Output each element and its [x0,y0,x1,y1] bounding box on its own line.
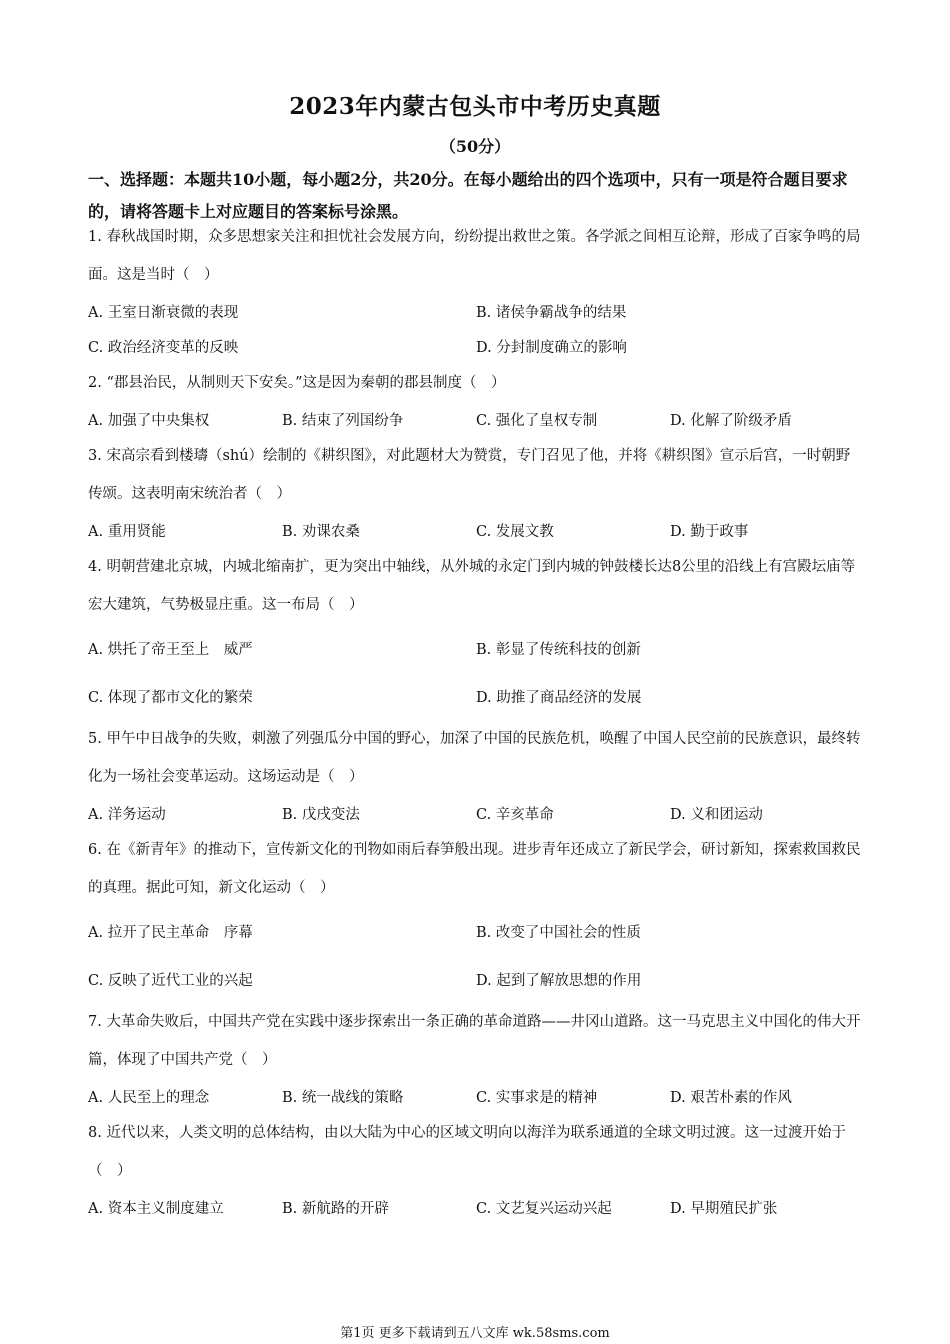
option-row [88,513,863,548]
option-c: C. 发展文教 [476,524,554,540]
option-c: C. 实事求是的精神 [476,1090,598,1106]
option-c: C. 辛亥革命 [476,807,554,823]
option-d: D. 早期殖民扩张 [670,1201,778,1217]
option-row [88,294,863,329]
section-instruction: 一、选择题：本题共10小题，每小题2分，共20分。在每小题给出的四个选项中，只有一项是符合题目要求的，请将答题卡上对应题目的答案标号涂黑。 [88,170,848,221]
option-c: C. 文艺复兴运动兴起 [476,1201,612,1217]
question-stem: 6. 在《新青年》的推动下，宣传新文化的刊物如雨后春笋般出现。进步青年还成立了新民学会，研讨新知，探索救国救民的真理。据此可知，新文化运动（ ） [88,842,861,896]
question-list [88,218,863,1225]
option-a: A. 人民至上的理念 [88,1090,210,1106]
option-b: B. 改变了中国社会的性质 [476,924,641,941]
option-b: B. 劝课农桑 [282,524,360,540]
option-d: D. 起到了解放思想的作用 [476,972,642,989]
option-b: B. 戊戌变法 [282,807,360,823]
question-stem: 5. 甲午中日战争的失败，刺激了列强瓜分中国的野心，加深了中国的民族危机，唤醒了中国人民空前的民族意识，最终转化为一场社会变革运动。这场运动是（ ） [88,731,861,785]
question [88,364,863,437]
option-row [88,624,863,672]
option-a: A. 洋务运动 [88,807,166,823]
option-b: B. 统一战线的策略 [282,1090,404,1106]
option-row [88,1079,863,1114]
question [88,437,863,548]
option-d: D. 助推了商品经济的发展 [476,689,642,706]
question-stem: 3. 宋高宗看到楼璹（shú）绘制的《耕织图》，对此题材大为赞赏，专门召见了他，并将《耕织图》宣示后宫，一时朝野传颂。这表明南宋统治者（ ） [88,448,851,502]
option-d: D. 艰苦朴素的作风 [670,1090,792,1106]
option-row [88,1190,863,1225]
question-stem: 8. 近代以来，人类文明的总体结构，由以大陆为中心的区域文明向以海洋为联系通道的全球文明过渡。这一过渡开始于（ ） [88,1125,846,1179]
option-row [88,796,863,831]
question [88,831,863,1003]
option-row [88,329,863,364]
option-c: C. 反映了近代工业的兴起 [88,972,253,989]
option-b: B. 结束了列国纷争 [282,413,404,429]
option-b: B. 诸侯争霸战争的结果 [476,305,627,321]
option-row [88,955,863,1003]
option-row [88,907,863,955]
total-score: （50分） [439,137,511,156]
option-row [88,402,863,437]
question-stem: 4. 明朝营建北京城，内城北缩南扩，更为突出中轴线，从外城的永定门到内城的钟鼓楼长达8公里的沿线上有宫殿坛庙等宏大建筑，气势极显庄重。这一布局（ ） [88,559,856,613]
option-a: A. 加强了中央集权 [88,413,210,429]
option-d: D. 化解了阶级矛盾 [670,413,792,429]
option-a: A. 重用贤能 [88,524,166,540]
question-stem: 7. 大革命失败后，中国共产党在实践中逐步探索出一条正确的革命道路——井冈山道路。这一马克思主义中国化的伟大开篇，体现了中国共产党（ ） [88,1014,861,1068]
option-a: A. 拉开了民主革命 序幕 [88,924,253,941]
question [88,720,863,831]
option-b: B. 彰显了传统科技的创新 [476,641,641,658]
page-title: 2023年内蒙古包头市中考历史真题 [289,93,661,120]
question-stem: 1. 春秋战国时期，众多思想家关注和担忧社会发展方向，纷纷提出救世之策。各学派之间相互论辩，形成了百家争鸣的局面。这是当时（ ） [88,229,861,283]
option-d: D. 分封制度确立的影响 [476,340,627,356]
question-stem: 2. “郡县治民，从制则天下安矣。”这是因为秦朝的郡县制度（ ） [88,375,506,391]
option-a: A. 烘托了帝王至上 威严 [88,641,253,658]
question [88,548,863,720]
option-c: C. 强化了皇权专制 [476,413,598,429]
option-d: D. 义和团运动 [670,807,763,823]
option-a: A. 王室日渐衰微的表现 [88,305,239,321]
option-b: B. 新航路的开辟 [282,1201,389,1217]
option-c: C. 政治经济变革的反映 [88,340,239,356]
option-c: C. 体现了都市文化的繁荣 [88,689,253,706]
question [88,1003,863,1114]
page-footer: 第1页 更多下载请到五八文库 wk.58sms.com [340,1326,610,1341]
question [88,218,863,364]
question [88,1114,863,1225]
option-d: D. 勤于政事 [670,524,749,540]
option-a: A. 资本主义制度建立 [88,1201,224,1217]
option-row [88,672,863,720]
